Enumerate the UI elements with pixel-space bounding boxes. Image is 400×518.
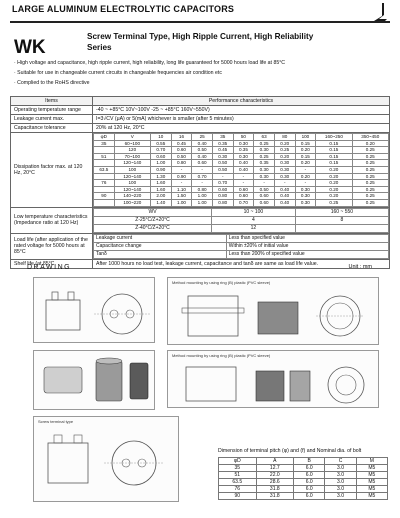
unit-label: Unit : mm <box>348 264 372 270</box>
df-cell: 120 <box>114 147 150 154</box>
df-cell: 0.25 <box>352 160 388 167</box>
feature-item: · Complied to the RoHS directive <box>14 78 285 88</box>
df-cell: 0.15 <box>295 140 316 147</box>
df-cell: 0.70 <box>233 199 254 206</box>
header-cell: 16 <box>171 134 192 141</box>
df-cell: 90 <box>94 193 115 200</box>
df-cell: 63.5 <box>94 166 115 173</box>
df-cell: 0.30 <box>254 173 275 180</box>
df-cell: 0.25 <box>352 180 388 187</box>
df-cell: 0.30 <box>295 199 316 206</box>
df-cell: 0.70 <box>192 173 213 180</box>
df-cell: 0.40 <box>274 186 295 193</box>
feature-item: · High voltage and capacitance, high ripple current, high reliability, long life guaranteed for 5000 hours load life at 85°C <box>14 58 285 68</box>
dim-cell: M5 <box>356 493 387 500</box>
df-cell: 2.00 <box>150 193 171 200</box>
df-row <box>94 153 389 160</box>
df-cell: 0.45 <box>171 140 192 147</box>
lowtemp-ratio2-a: 12 <box>212 224 296 232</box>
df-cell: 0.25 <box>274 147 295 154</box>
df-cell: 35 <box>94 140 115 147</box>
df-row <box>94 166 389 173</box>
lowtemp-ratio1-a: 4 <box>212 216 296 224</box>
df-cell: 0.55 <box>150 140 171 147</box>
low-temp-cell <box>93 207 390 233</box>
df-cell: 0.50 <box>254 186 275 193</box>
dim-cell: M5 <box>356 465 387 472</box>
df-row <box>94 173 389 180</box>
screw-terminal-drawing <box>34 417 180 503</box>
df-cell: 0.60 <box>233 193 254 200</box>
df-cell: 0.35 <box>233 147 254 154</box>
load-life-table <box>93 234 389 259</box>
df-cell: 1.00 <box>192 193 213 200</box>
df-cell: 76 <box>94 180 115 187</box>
doc-title: LARGE ALUMINUM ELECTROLYTIC CAPACITORS <box>12 4 235 14</box>
dim-row <box>219 472 388 479</box>
df-cell: 0.15 <box>316 160 352 167</box>
df-cell: 0.20 <box>295 173 316 180</box>
lowtemp-ratio1-b: 8 <box>295 216 388 224</box>
df-cell: 0.20 <box>316 193 352 200</box>
load-criteria: Less than specified value <box>226 234 388 242</box>
df-cell: 0.30 <box>295 186 316 193</box>
load-criteria: Within ±20% of initial value <box>226 242 388 250</box>
df-cell: 0.30 <box>295 193 316 200</box>
dim-cell: 6.0 <box>294 486 325 493</box>
df-cell: 0.50 <box>171 153 192 160</box>
df-cell: 60~100 <box>114 140 150 147</box>
df-cell: 1.00 <box>171 199 192 206</box>
spec-label: Low temperature characteristics (Impedance ratio at 120 Hz) <box>11 207 93 233</box>
df-cell: 0.30 <box>274 173 295 180</box>
dim-cell: 3.0 <box>325 465 356 472</box>
dissipation-factor-cell <box>93 133 390 208</box>
df-cell <box>94 186 115 193</box>
df-cell: 0.35 <box>254 160 275 167</box>
df-cell: 100~220 <box>114 199 150 206</box>
ring-mount-drawing-2 <box>168 351 380 409</box>
df-cell: 0.60 <box>233 186 254 193</box>
df-cell: 0.35 <box>212 140 233 147</box>
load-item: Leakage current <box>94 234 227 242</box>
df-cell: 0.30 <box>254 166 275 173</box>
df-cell: 0.20 <box>316 173 352 180</box>
df-cell: 0.60 <box>150 153 171 160</box>
dim-cell: 6.0 <box>294 493 325 500</box>
df-cell: 0.25 <box>352 173 388 180</box>
df-cell: 0.30 <box>212 153 233 160</box>
df-cell: 0.80 <box>212 193 233 200</box>
df-cell: 0.15 <box>316 153 352 160</box>
dim-cell: 3.0 <box>325 472 356 479</box>
dissipation-factor-table <box>93 133 389 207</box>
df-cell: 0.80 <box>171 160 192 167</box>
df-cell: 0.60 <box>254 193 275 200</box>
lowtemp-wv-b: 160 ~ 550 <box>295 208 388 216</box>
spec-label: Leakage current max. <box>11 115 93 124</box>
drawing-panel-ring-mount-2 <box>167 350 379 408</box>
header-cell: 63 <box>254 134 275 141</box>
df-cell: - <box>295 180 316 187</box>
spec-label: Dissipation factor max. at 120 Hz, 20°C <box>11 133 93 208</box>
header-cell: 100 <box>295 134 316 141</box>
df-cell: - <box>192 166 213 173</box>
header-cell: 50 <box>233 134 254 141</box>
df-cell: 1.30 <box>150 173 171 180</box>
brand-logo-icon <box>370 2 390 22</box>
df-row <box>94 160 389 167</box>
drawing-panel-screw-terminal <box>33 416 179 502</box>
df-cell: 1.00 <box>150 160 171 167</box>
df-cell: 0.90 <box>171 173 192 180</box>
spec-label: Capacitance tolerance <box>11 124 93 133</box>
dim-cell: 3.0 <box>325 493 356 500</box>
df-cell: 0.40 <box>192 153 213 160</box>
capacitor-photo-drawing <box>34 351 156 411</box>
load-life-cell <box>93 233 390 259</box>
df-row <box>94 186 389 193</box>
df-cell: - <box>233 180 254 187</box>
header-cell: C <box>325 458 356 465</box>
header-rule <box>10 21 390 23</box>
df-cell: 0.25 <box>352 153 388 160</box>
dim-cell: 6.0 <box>294 479 325 486</box>
df-cell: 0.30 <box>274 160 295 167</box>
df-cell <box>94 160 115 167</box>
df-cell: 0.40 <box>233 166 254 173</box>
df-cell: 100 <box>114 180 150 187</box>
header-cell: 160~250 <box>316 134 352 141</box>
dim-row <box>219 465 388 472</box>
df-row <box>94 140 389 147</box>
df-cell: 0.90 <box>150 166 171 173</box>
dim-row <box>219 486 388 493</box>
series-code: WK <box>14 37 46 58</box>
header-cell: 80 <box>274 134 295 141</box>
header-cell: B <box>294 458 325 465</box>
df-cell: - <box>171 166 192 173</box>
dim-cell: 31.8 <box>256 486 294 493</box>
df-cell: 0.25 <box>316 199 352 206</box>
df-cell: 0.20 <box>274 153 295 160</box>
header-cell: V <box>114 134 150 141</box>
header-cell: 35 <box>212 134 233 141</box>
df-cell: 0.25 <box>352 186 388 193</box>
header-cell: M <box>356 458 387 465</box>
df-cell: 0.20 <box>352 140 388 147</box>
df-cell: 0.25 <box>254 153 275 160</box>
df-cell: - <box>212 173 233 180</box>
df-cell: 0.20 <box>295 160 316 167</box>
df-cell: 0.20 <box>295 147 316 154</box>
df-cell <box>94 173 115 180</box>
df-cell: 1.60 <box>150 180 171 187</box>
df-cell: 0.50 <box>212 166 233 173</box>
dim-cell: 6.0 <box>294 465 325 472</box>
df-cell: - <box>295 166 316 173</box>
df-cell: 0.20 <box>316 180 352 187</box>
df-cell: 0.15 <box>316 140 352 147</box>
df-row <box>94 180 389 187</box>
df-cell: 0.25 <box>352 166 388 173</box>
header-cell: A <box>256 458 294 465</box>
df-cell: 0.80 <box>192 186 213 193</box>
dim-cell: 63.5 <box>219 479 257 486</box>
df-cell: 0.30 <box>233 153 254 160</box>
drawing-heading: DRAWING <box>27 264 72 271</box>
lowtemp-ratio2-label: Z-40°C/Z+20°C <box>94 224 212 232</box>
df-cell: 0.25 <box>352 199 388 206</box>
header-cell: 350~450 <box>352 134 388 141</box>
dim-cell: 90 <box>219 493 257 500</box>
df-header-row <box>94 134 389 141</box>
df-cell: 0.20 <box>316 166 352 173</box>
load-item: Tanδ <box>94 250 227 258</box>
df-cell: - <box>254 180 275 187</box>
dim-cell: M5 <box>356 486 387 493</box>
df-row <box>94 147 389 154</box>
df-cell: 120~140 <box>114 173 150 180</box>
panel-caption: Method mounting by using ring (B) plastic (PVC sleeve) <box>172 280 271 285</box>
df-cell: 0.40 <box>274 193 295 200</box>
df-cell: - <box>171 180 192 187</box>
dim-cell: 76 <box>219 486 257 493</box>
df-cell: 0.25 <box>352 147 388 154</box>
df-cell: 0.15 <box>295 153 316 160</box>
df-cell: - <box>274 180 295 187</box>
df-cell: 120~140 <box>114 186 150 193</box>
spec-value: 20% at 120 Hz, 20°C <box>93 124 390 133</box>
header-cell: φD <box>219 458 257 465</box>
dim-header-row <box>219 458 388 465</box>
df-cell: 0.60 <box>171 147 192 154</box>
df-cell: 1.50 <box>171 193 192 200</box>
spec-value: I=3√CV (μA) or 5(mA) whichever is smaller (after 5 minutes) <box>93 115 390 124</box>
df-cell: 0.20 <box>274 140 295 147</box>
dim-cell: 3.0 <box>325 479 356 486</box>
df-cell: - <box>192 180 213 187</box>
df-cell: 0.50 <box>212 160 233 167</box>
series-title: Screw Terminal Type, High Ripple Current, High Reliability Series <box>87 32 314 52</box>
drawing-panel-ring-mount <box>167 277 379 345</box>
df-cell: 0.40 <box>274 199 295 206</box>
df-cell: 120~140 <box>114 160 150 167</box>
lowtemp-ratio2-b <box>295 224 388 232</box>
df-cell: 0.60 <box>254 199 275 206</box>
df-cell: - <box>233 173 254 180</box>
load-item: Capacitance change <box>94 242 227 250</box>
df-cell: 70~100 <box>114 153 150 160</box>
dim-cell: 35 <box>219 465 257 472</box>
df-row <box>94 193 389 200</box>
spec-label: Operating temperature range <box>11 106 93 115</box>
drawing-panel-terminal <box>33 277 155 343</box>
dimension-table <box>218 457 388 500</box>
df-cell: 0.30 <box>254 147 275 154</box>
feature-list <box>14 58 285 88</box>
spec-label: Load life (after application of the rated voltage for 5000 hours at 85°C <box>11 233 93 259</box>
header-cell: φD <box>94 134 115 141</box>
lowtemp-wv-label: WV <box>94 208 212 216</box>
df-cell: 0.30 <box>233 140 254 147</box>
spec-table <box>10 96 390 269</box>
dim-cell: M5 <box>356 479 387 486</box>
df-cell: 0.50 <box>192 147 213 154</box>
lowtemp-ratio1-label: Z-25°C/Z+20°C <box>94 216 212 224</box>
df-cell: 0.60 <box>212 186 233 193</box>
df-cell <box>94 199 115 206</box>
df-cell: 0.70 <box>212 180 233 187</box>
df-cell: 1.10 <box>171 186 192 193</box>
dim-row <box>219 493 388 500</box>
dim-row <box>219 479 388 486</box>
spec-header-items: Items <box>11 97 93 106</box>
dim-cell: 51 <box>219 472 257 479</box>
low-temp-table <box>93 208 389 233</box>
dim-cell: 6.0 <box>294 472 325 479</box>
dim-cell: 31.8 <box>256 493 294 500</box>
header-cell: 25 <box>192 134 213 141</box>
df-cell: 0.70 <box>150 147 171 154</box>
df-cell: 100 <box>114 166 150 173</box>
lowtemp-wv-a: 10 ~ 100 <box>212 208 296 216</box>
dim-cell: 28.6 <box>256 479 294 486</box>
df-cell: 0.30 <box>274 166 295 173</box>
df-cell: 0.20 <box>316 186 352 193</box>
df-cell: 0.60 <box>192 160 213 167</box>
header-cell: 10 <box>150 134 171 141</box>
panel-caption: Screw terminal type <box>38 419 74 424</box>
panel-caption: Method mounting by using ring (B) plastic (PVC sleeve) <box>172 353 271 358</box>
spec-value: After 1000 hours no load test, leakage current, capacitance and tanδ are same as load life value. <box>93 259 390 268</box>
df-cell: 0.25 <box>254 140 275 147</box>
df-cell: 0.25 <box>352 193 388 200</box>
df-cell <box>94 147 115 154</box>
df-row <box>94 199 389 206</box>
df-cell: 0.80 <box>212 199 233 206</box>
df-cell: 140~220 <box>114 193 150 200</box>
df-cell: 1.40 <box>150 199 171 206</box>
df-cell: 1.00 <box>192 199 213 206</box>
df-cell: 0.40 <box>233 160 254 167</box>
df-cell: 0.40 <box>192 140 213 147</box>
dim-cell: M5 <box>356 472 387 479</box>
spec-value: -40 ~ +85°C 10V~100V -25 ~ +85°C 160V~550V) <box>93 106 390 115</box>
df-cell: 1.60 <box>150 186 171 193</box>
df-cell: 51 <box>94 153 115 160</box>
load-criteria: Less than 200% of specified value <box>226 250 388 258</box>
spec-header-performance: Performance characteristics <box>93 97 390 106</box>
ring-mount-drawing <box>168 278 380 346</box>
dim-cell: 22.0 <box>256 472 294 479</box>
feature-item: · Suitable for use in changeable current circuits in changeable frequencies air condition etc <box>14 68 285 78</box>
df-cell: 0.15 <box>316 147 352 154</box>
dim-cell: 3.0 <box>325 486 356 493</box>
dimension-table-title: Dimension of terminal pitch (φ) and (f) and Nominal dia. of bolt <box>218 448 362 454</box>
df-cell: 0.45 <box>212 147 233 154</box>
spec-label: Shelf life (at 85°C <box>11 259 93 268</box>
drawing-panel-photo <box>33 350 155 410</box>
dim-cell: 12.7 <box>256 465 294 472</box>
capacitor-outline-drawing <box>34 278 156 344</box>
